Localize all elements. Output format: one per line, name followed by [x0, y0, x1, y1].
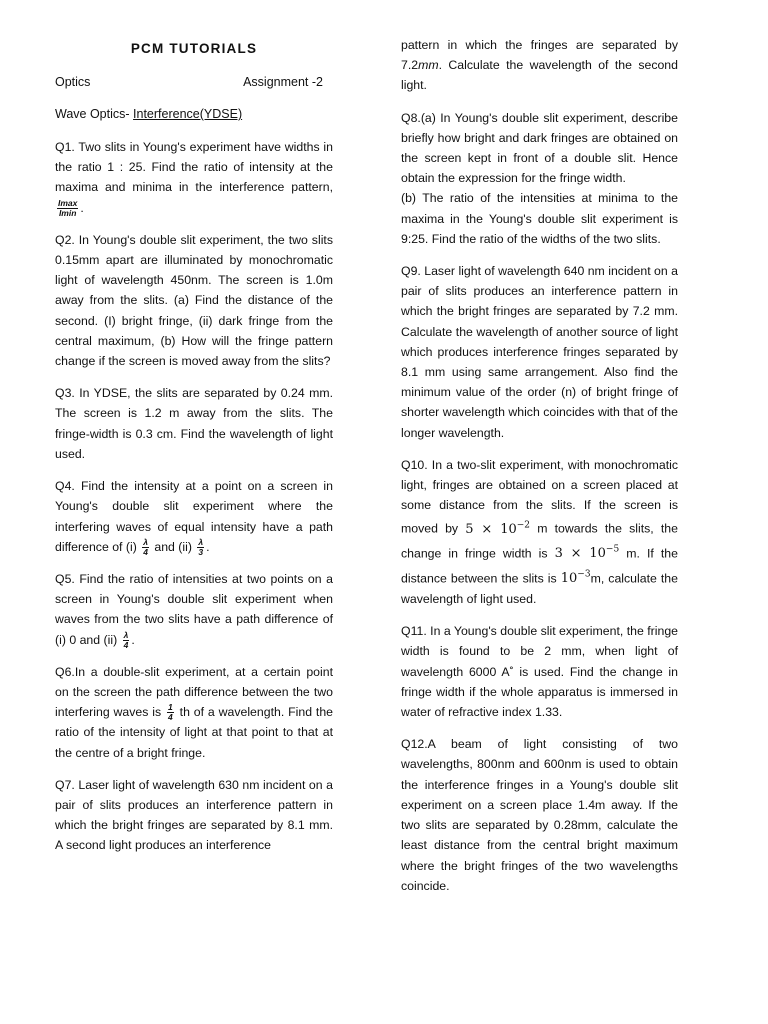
- question-7-unit: mm: [418, 58, 439, 73]
- question-6-text: Q6.In a double-slit experiment, at a certain point on the screen the path difference between the two interfering waves is: [55, 664, 333, 720]
- math-base: 3 × 10: [554, 546, 606, 562]
- question-4: [55, 476, 333, 557]
- left-column: [55, 0, 333, 856]
- question-9: Q9. Laser light of wavelength 640 nm incident on a pair of slits produces an interference pattern in which the bright fringes are separated by 7.2 mm. Calculate the wavelength of another source of light which produces interference fringes separated by 8.1 mm using same arrangement. Also find the minimum value of the order (n) of bright fringe of shorter wavelength which coincides with that of the longer wavelength.: [401, 264, 678, 440]
- fraction-denominator: 4: [123, 639, 129, 650]
- question-2: Q2. In Young's double slit experiment, the two slits 0.15mm apart are illuminated by monochromatic light of wavelength 450nm. The screen is 1.0m away from the slits. (a) Find the distance of the second. (I) bright fringe, (ii) dark fringe from the central maximum, (b) How will the fringe pattern change if the screen is moved away from the slits?: [55, 232, 333, 369]
- question-8: Q8.(a) In Young's double slit experiment, describe briefly how bright and dark fringes are obtained on the screen kept in front of a double slit. Hence obtain the expression for the fringe width.: [401, 110, 678, 186]
- question-1-text: Q1. Two slits in Young's experiment have widths in the ratio 1 : 25. Find the ratio of intensity at the maxima and minima in the interference pattern,: [55, 140, 333, 195]
- question-3: Q3. In YDSE, the slits are separated by 0.24 mm. The screen is 1.2 m away from the slits. The fringe-width is 0.3 cm. Find the wavelength of light used.: [55, 386, 333, 461]
- question-10-text-4: m, calculate the wavelength of light used.: [401, 570, 678, 607]
- fraction-numerator: λ: [123, 629, 129, 640]
- topic-prefix: Wave Optics-: [55, 107, 134, 121]
- question-5: [55, 569, 333, 650]
- topic-underlined: Interference(YDSE): [133, 107, 243, 121]
- lambda-over-4-fraction: [142, 538, 149, 557]
- lambda-over-4-fraction: [123, 631, 130, 650]
- question-1-end: .: [80, 200, 84, 215]
- question-4-mid: and (ii): [150, 539, 192, 554]
- question-5-end: .: [131, 632, 135, 647]
- question-6-end: th of a wavelength. Find the ratio of the intensity of light at that point to that at the centre of a bright fringe.: [55, 705, 333, 760]
- math-base: 10: [560, 570, 578, 586]
- question-10-text-3: m. If the distance between the slits is: [401, 546, 678, 585]
- fraction-denominator: 3: [198, 546, 204, 557]
- fraction-denominator: Imin: [58, 207, 77, 218]
- math-exponent: −3: [577, 569, 591, 580]
- question-10: [401, 455, 678, 609]
- expr-5e-2: [465, 522, 530, 537]
- expr-1e-3: [561, 571, 591, 586]
- question-11: Q11. In a Young's double slit experiment, the fringe width is found to be 2 mm, when light of wavelength 6000 A˚ is used. Find the change in fringe width if the whole apparatus is immersed in water of refractive index 1.33.: [401, 624, 678, 720]
- question-7-cont-b: . Calculate the wavelength of the second light.: [401, 58, 678, 93]
- fraction-denominator: 4: [143, 546, 148, 557]
- question-1: [55, 137, 333, 218]
- question-7-cont-a: pattern in which the fringes are separated by 7.2: [401, 38, 678, 73]
- lambda-over-3-fraction: [197, 538, 204, 557]
- question-4-end: .: [206, 539, 210, 554]
- question-6: [55, 662, 333, 763]
- question-8-part-b: (b) The ratio of the intensities at minima to the maxima in the Young's double slit experiment is 9:25. Find the ratio of the widths of the two slits.: [401, 191, 678, 246]
- question-7: Q7. Laser light of wavelength 630 nm incident on a pair of slits produces an interference pattern in which the bright fringes are separated by 8.1 mm. A second light produces an interference: [55, 777, 333, 853]
- math-base: 5 × 10: [465, 521, 517, 537]
- math-exponent: −2: [516, 520, 531, 531]
- meta-row: [55, 75, 333, 93]
- question-12: Q12.A beam of light consisting of two wavelengths, 800nm and 600nm is used to obtain the interference fringes in a Young's double slit experiment on a screen place 1.4m away. If the two slits are separated by 0.28mm, calculate the least distance from the central bright maximum where the bright fringes of the two wavelengths coincide.: [401, 737, 678, 893]
- fraction-numerator: 1: [168, 702, 173, 713]
- fraction-numerator: Imax: [58, 197, 78, 208]
- right-column: [401, 0, 678, 896]
- subject-label: Optics: [55, 75, 91, 89]
- fraction-numerator: λ: [198, 536, 204, 547]
- question-10-text-2: m towards the slits, the change in fringe width is: [401, 521, 678, 561]
- question-10-text: Q10. In a two-slit experiment, with monochromatic light, fringes are obtained on a screen placed at some distance from the slits. If the screen is moved by: [401, 457, 678, 536]
- topic-heading: [55, 107, 333, 125]
- imax-over-imin-fraction: [57, 199, 78, 218]
- fraction-denominator: 4: [168, 712, 173, 723]
- fraction-numerator: λ: [143, 536, 148, 547]
- expr-3e-5: [555, 546, 620, 561]
- question-7-continued: [401, 35, 678, 96]
- assignment-label: Assignment -2: [243, 75, 323, 89]
- question-4-text: Q4. Find the intensity at a point on a screen in Young's double slit experiment where the interfering waves of equal intensity have a path difference of (i): [55, 479, 333, 554]
- math-exponent: −5: [605, 545, 620, 555]
- question-5-text: Q5. Find the ratio of intensities at two points on a screen in Young's double slit experiment when waves from the two slits have a path difference of (i) 0 and (ii): [55, 571, 333, 647]
- one-quarter-fraction: [167, 703, 174, 722]
- document-title: PCM TUTORIALS: [130, 41, 258, 56]
